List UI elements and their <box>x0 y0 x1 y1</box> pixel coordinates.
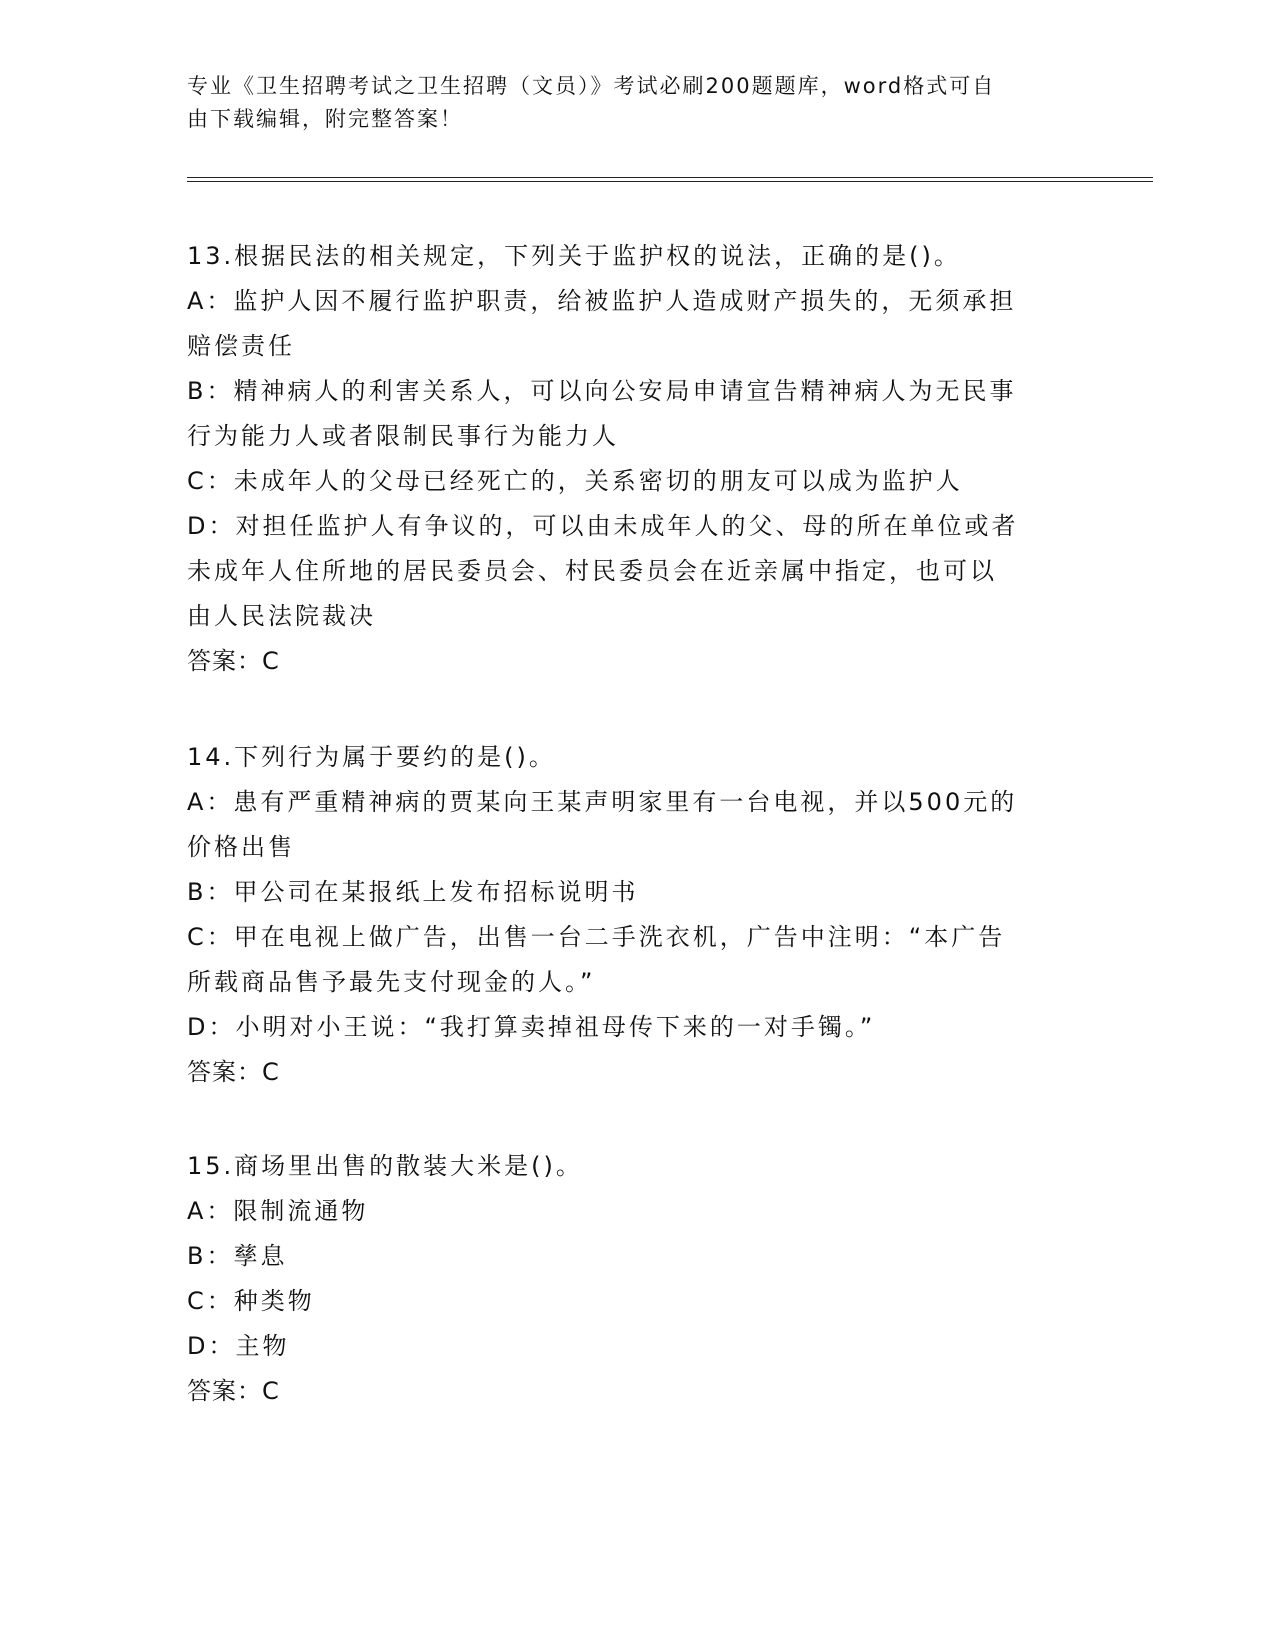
question-stem: 14.下列行为属于要约的是()。 <box>187 743 556 771</box>
header-line-1: 专业《卫生招聘考试之卫生招聘（文员）》考试必刷200题题库，word格式可自 <box>187 74 996 98</box>
option-b-line-1: B：甲公司在某报纸上发布招标说明书 <box>187 878 639 906</box>
answer-text: 答案：C <box>187 647 280 675</box>
answer-text: 答案：C <box>187 1058 280 1086</box>
option-a-line-1: A：监护人因不履行监护职责，给被监护人造成财产损失的，无须承担 <box>187 287 1017 315</box>
header-divider-top <box>187 177 1153 178</box>
option-b-line-1: B：精神病人的利害关系人，可以向公安局申请宣告精神病人为无民事 <box>187 377 1017 405</box>
document-header <box>187 70 1067 136</box>
option-c-line-2: 所载商品售予最先支付现金的人。” <box>187 968 596 996</box>
question-stem: 15.商场里出售的散装大米是()。 <box>187 1152 583 1180</box>
option-d-line-2: 未成年人住所地的居民委员会、村民委员会在近亲属中指定，也可以 <box>187 557 997 585</box>
question-14 <box>187 735 1087 1095</box>
option-d-line-3: 由人民法院裁决 <box>187 602 376 630</box>
option-d-line-1: D：主物 <box>187 1332 290 1360</box>
answer-text: 答案：C <box>187 1377 280 1405</box>
option-c-line-1: C：甲在电视上做广告，出售一台二手洗衣机，广告中注明：“本广告 <box>187 923 1006 951</box>
question-15 <box>187 1144 1087 1414</box>
option-d-line-1: D：对担任监护人有争议的，可以由未成年人的父、母的所在单位或者 <box>187 512 1019 540</box>
option-a-line-2: 赔偿责任 <box>187 332 295 360</box>
option-a-line-1: A：限制流通物 <box>187 1197 369 1225</box>
header-divider-bottom <box>187 181 1153 182</box>
header-line-2: 由下载编辑，附完整答案！ <box>187 107 463 131</box>
option-c-line-1: C：未成年人的父母已经死亡的，关系密切的朋友可以成为监护人 <box>187 467 963 495</box>
question-stem: 13.根据民法的相关规定，下列关于监护权的说法，正确的是()。 <box>187 242 961 270</box>
option-a-line-1: A：患有严重精神病的贾某向王某声明家里有一台电视，并以500元的 <box>187 788 1018 816</box>
question-13 <box>187 234 1087 684</box>
option-b-line-2: 行为能力人或者限制民事行为能力人 <box>187 422 619 450</box>
option-b-line-1: B：孳息 <box>187 1242 288 1270</box>
option-a-line-2: 价格出售 <box>187 833 295 861</box>
option-c-line-1: C：种类物 <box>187 1287 315 1315</box>
option-d-line-1: D：小明对小王说：“我打算卖掉祖母传下来的一对手镯。” <box>187 1013 876 1041</box>
